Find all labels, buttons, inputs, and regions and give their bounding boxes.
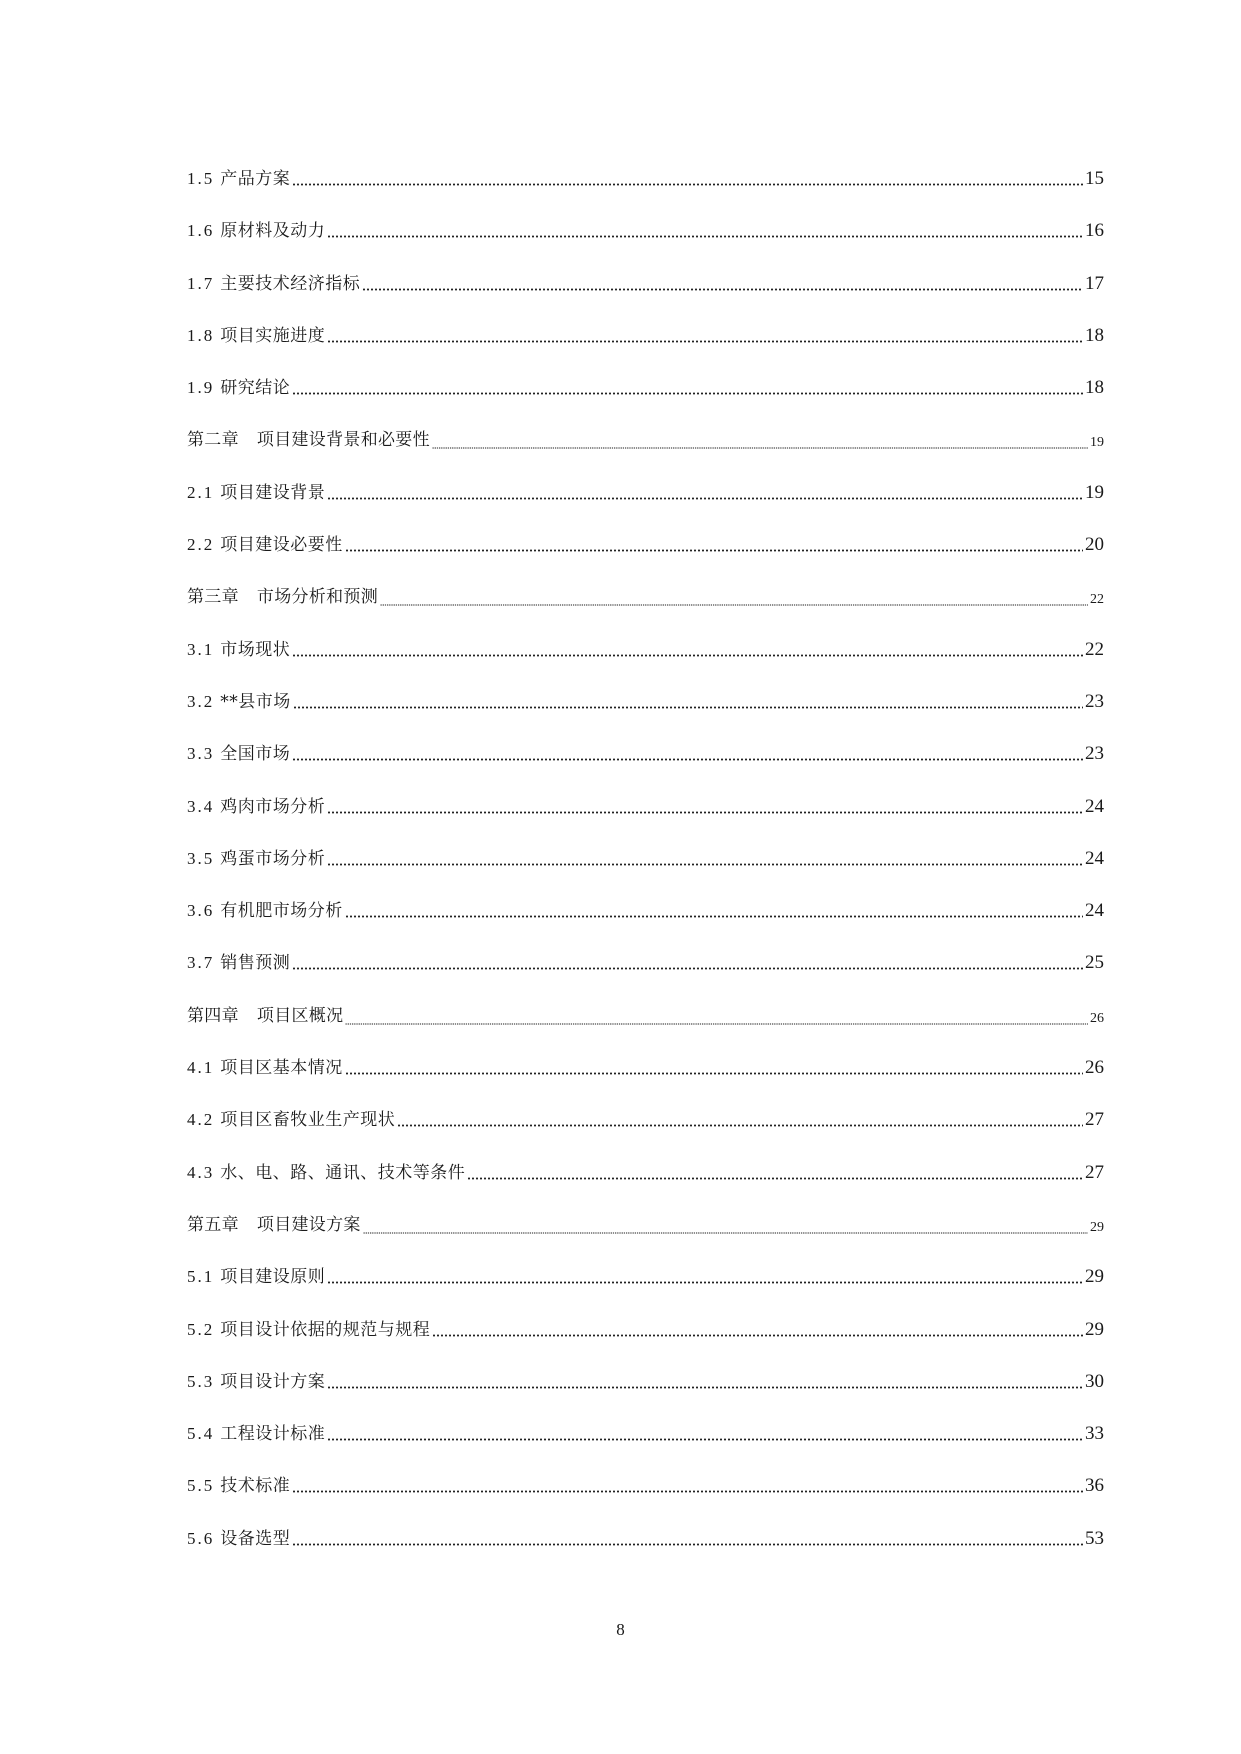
dot-leader: [345, 1057, 1083, 1075]
toc-entry-number: 第三章: [187, 587, 239, 607]
toc-entry-number: 3.2: [187, 691, 215, 711]
toc-entry-text: 项目建设方案: [256, 1214, 361, 1235]
dot-leader: [327, 325, 1083, 343]
toc-entry-title: [187, 377, 290, 399]
toc-section-entry[interactable]: [187, 639, 1104, 691]
toc-entry-text: 鸡肉市场分析: [220, 796, 326, 817]
toc-entry-text: 工程设计标准: [220, 1424, 326, 1445]
toc-entry-page: 29: [1085, 1266, 1104, 1288]
toc-entry-page: 26: [1090, 1010, 1104, 1026]
toc-entry-title: [187, 1057, 343, 1079]
toc-entry-title: [187, 1528, 290, 1550]
dot-leader: [292, 952, 1083, 970]
toc-entry-text: 主要技术经济指标: [220, 273, 361, 294]
toc-chapter-entry[interactable]: [187, 1214, 1104, 1266]
toc-entry-page: 22: [1085, 638, 1104, 660]
table-of-contents: [187, 168, 1104, 1580]
dot-leader: [327, 848, 1083, 866]
toc-section-entry[interactable]: [187, 168, 1104, 220]
toc-section-entry[interactable]: [187, 1266, 1104, 1318]
toc-entry-number: 第四章: [187, 1005, 239, 1025]
toc-section-entry[interactable]: [187, 848, 1104, 900]
toc-section-entry[interactable]: [187, 1162, 1104, 1214]
dot-leader: [432, 1319, 1083, 1337]
toc-entry-title: [187, 429, 430, 451]
toc-entry-text: 项目设计方案: [220, 1371, 326, 1392]
toc-entry-text: 产品方案: [220, 169, 291, 189]
toc-entry-title: [187, 482, 325, 504]
toc-entry-title: [187, 586, 378, 608]
toc-entry-text: 项目区概况: [256, 1005, 344, 1026]
toc-entry-page: 19: [1090, 435, 1104, 451]
toc-entry-title: [187, 325, 325, 347]
toc-entry-number: 4.2: [187, 1110, 215, 1130]
toc-entry-title: [187, 848, 325, 870]
page-number: 8: [616, 1620, 625, 1639]
toc-entry-number: 5.1: [187, 1267, 215, 1287]
toc-entry-title: [187, 534, 343, 556]
toc-section-entry[interactable]: [187, 273, 1104, 325]
toc-section-entry[interactable]: [187, 220, 1104, 272]
toc-entry-page: 33: [1085, 1423, 1104, 1445]
toc-entry-number: 1.6: [187, 221, 215, 241]
dot-leader: [292, 1528, 1083, 1546]
toc-entry-text: 设备选型: [220, 1528, 291, 1549]
toc-entry-text: 鸡蛋市场分析: [220, 848, 326, 869]
toc-entry-page: 17: [1085, 272, 1104, 294]
toc-entry-title: [187, 1319, 430, 1341]
toc-entry-page: 23: [1085, 690, 1104, 712]
toc-entry-title: [187, 1475, 290, 1497]
toc-entry-title: [187, 1214, 361, 1236]
dot-leader: [363, 1214, 1088, 1234]
toc-entry-title: [187, 639, 290, 661]
toc-entry-page: 20: [1085, 534, 1104, 556]
toc-entry-page: 15: [1085, 168, 1104, 189]
toc-entry-text: 有机肥市场分析: [220, 901, 343, 922]
toc-entry-text: 项目实施进度: [220, 325, 326, 346]
toc-entry-number: 1.7: [187, 273, 215, 293]
toc-section-entry[interactable]: [187, 1423, 1104, 1475]
toc-entry-text: 全国市场: [220, 744, 291, 765]
toc-entry-text: 项目建设背景和必要性: [256, 430, 430, 451]
toc-entry-title: [187, 952, 290, 974]
toc-entry-page: 24: [1085, 847, 1104, 869]
dot-leader: [345, 1005, 1088, 1025]
toc-entry-page: 19: [1085, 481, 1104, 503]
toc-entry-text: 市场现状: [220, 639, 291, 660]
dot-leader: [327, 1423, 1083, 1441]
toc-entry-number: 3.7: [187, 953, 215, 973]
toc-entry-number: 4.3: [187, 1162, 215, 1182]
dot-leader: [345, 534, 1083, 552]
toc-entry-number: 3.3: [187, 744, 215, 764]
dot-leader: [327, 1266, 1083, 1284]
toc-entry-text: 项目建设必要性: [220, 535, 343, 556]
dot-leader: [380, 586, 1088, 606]
toc-entry-text: 技术标准: [220, 1476, 291, 1497]
dot-leader: [292, 168, 1083, 186]
toc-entry-page: 23: [1085, 743, 1104, 765]
toc-chapter-entry[interactable]: [187, 1005, 1104, 1057]
dot-leader: [327, 1371, 1083, 1389]
toc-entry-number: 5.3: [187, 1371, 215, 1391]
toc-entry-text: 销售预测: [220, 953, 291, 974]
toc-chapter-entry[interactable]: [187, 429, 1104, 481]
toc-section-entry[interactable]: [187, 743, 1104, 795]
toc-entry-page: 18: [1085, 377, 1104, 399]
toc-entry-number: 3.4: [187, 796, 215, 816]
dot-leader: [293, 691, 1083, 709]
toc-entry-title: [187, 1162, 465, 1184]
toc-entry-page: 27: [1085, 1161, 1104, 1183]
dot-leader: [292, 377, 1083, 395]
dot-leader: [467, 1162, 1083, 1180]
toc-entry-text: **县市场: [220, 691, 291, 712]
toc-entry-title: [187, 1266, 325, 1288]
toc-entry-number: 2.2: [187, 535, 215, 555]
toc-entry-page: 29: [1090, 1219, 1104, 1235]
dot-leader: [345, 900, 1083, 918]
toc-entry-title: [187, 273, 360, 295]
toc-entry-page: 16: [1085, 220, 1104, 242]
toc-entry-page: 26: [1085, 1057, 1104, 1079]
toc-entry-number: 5.2: [187, 1319, 215, 1339]
toc-entry-title: [187, 900, 343, 922]
toc-entry-title: [187, 1423, 325, 1445]
toc-entry-page: 25: [1085, 952, 1104, 974]
toc-section-entry[interactable]: [187, 1109, 1104, 1161]
toc-entry-title: [187, 743, 290, 765]
toc-entry-title: [187, 1371, 325, 1393]
toc-section-entry[interactable]: [187, 325, 1104, 377]
toc-entry-page: 30: [1085, 1370, 1104, 1392]
toc-entry-number: 1.8: [187, 325, 215, 345]
toc-entry-page: 22: [1090, 592, 1104, 608]
toc-entry-page: 24: [1085, 795, 1104, 817]
toc-entry-text: 项目建设背景: [220, 482, 326, 503]
toc-section-entry[interactable]: [187, 691, 1104, 743]
toc-entry-number: 第二章: [187, 430, 239, 450]
toc-entry-text: 市场分析和预测: [256, 587, 379, 608]
dot-leader: [327, 482, 1083, 500]
toc-entry-number: 1.9: [187, 378, 215, 398]
dot-leader: [292, 639, 1083, 657]
toc-entry-page: 18: [1085, 324, 1104, 346]
toc-entry-text: 水、电、路、通讯、技术等条件: [220, 1162, 466, 1183]
toc-entry-page: 29: [1085, 1318, 1104, 1340]
toc-entry-page: 53: [1085, 1527, 1104, 1549]
dot-leader: [432, 429, 1088, 449]
toc-entry-number: 5.5: [187, 1476, 215, 1496]
toc-section-entry[interactable]: [187, 900, 1104, 952]
toc-entry-number: 3.1: [187, 639, 215, 659]
toc-entry-number: 1.5: [187, 169, 215, 188]
toc-section-entry[interactable]: [187, 534, 1104, 586]
toc-entry-title: [187, 796, 325, 818]
toc-entry-title: [187, 1109, 395, 1131]
dot-leader: [362, 273, 1083, 291]
toc-entry-page: 24: [1085, 900, 1104, 922]
toc-entry-title: [187, 168, 290, 190]
dot-leader: [292, 743, 1083, 761]
toc-chapter-entry[interactable]: [187, 586, 1104, 638]
toc-entry-text: 项目设计依据的规范与规程: [220, 1319, 431, 1340]
toc-section-entry[interactable]: [187, 1319, 1104, 1371]
dot-leader: [397, 1109, 1083, 1127]
toc-section-entry[interactable]: [187, 1475, 1104, 1527]
toc-entry-number: 4.1: [187, 1058, 215, 1078]
toc-entry-number: 5.4: [187, 1424, 215, 1444]
toc-section-entry[interactable]: [187, 796, 1104, 848]
toc-section-entry[interactable]: [187, 377, 1104, 429]
toc-entry-title: [187, 220, 325, 242]
toc-entry-text: 项目区畜牧业生产现状: [220, 1110, 396, 1131]
dot-leader: [327, 220, 1083, 238]
toc-entry-text: 项目建设原则: [220, 1267, 326, 1288]
toc-entry-number: 3.5: [187, 848, 215, 868]
dot-leader: [292, 1475, 1083, 1493]
toc-section-entry[interactable]: [187, 1371, 1104, 1423]
toc-entry-text: 项目区基本情况: [220, 1058, 343, 1079]
toc-entry-page: 36: [1085, 1475, 1104, 1497]
toc-section-entry[interactable]: [187, 1528, 1104, 1580]
toc-entry-number: 5.6: [187, 1528, 215, 1548]
toc-entry-number: 3.6: [187, 901, 215, 921]
toc-entry-text: 研究结论: [220, 378, 291, 399]
toc-section-entry[interactable]: [187, 952, 1104, 1004]
toc-section-entry[interactable]: [187, 1057, 1104, 1109]
toc-entry-title: [187, 691, 291, 713]
toc-entry-number: 第五章: [187, 1214, 239, 1234]
toc-entry-text: 原材料及动力: [220, 221, 326, 242]
toc-entry-page: 27: [1085, 1109, 1104, 1131]
toc-section-entry[interactable]: [187, 482, 1104, 534]
dot-leader: [327, 796, 1083, 814]
toc-entry-title: [187, 1005, 343, 1027]
toc-entry-number: 2.1: [187, 482, 215, 502]
